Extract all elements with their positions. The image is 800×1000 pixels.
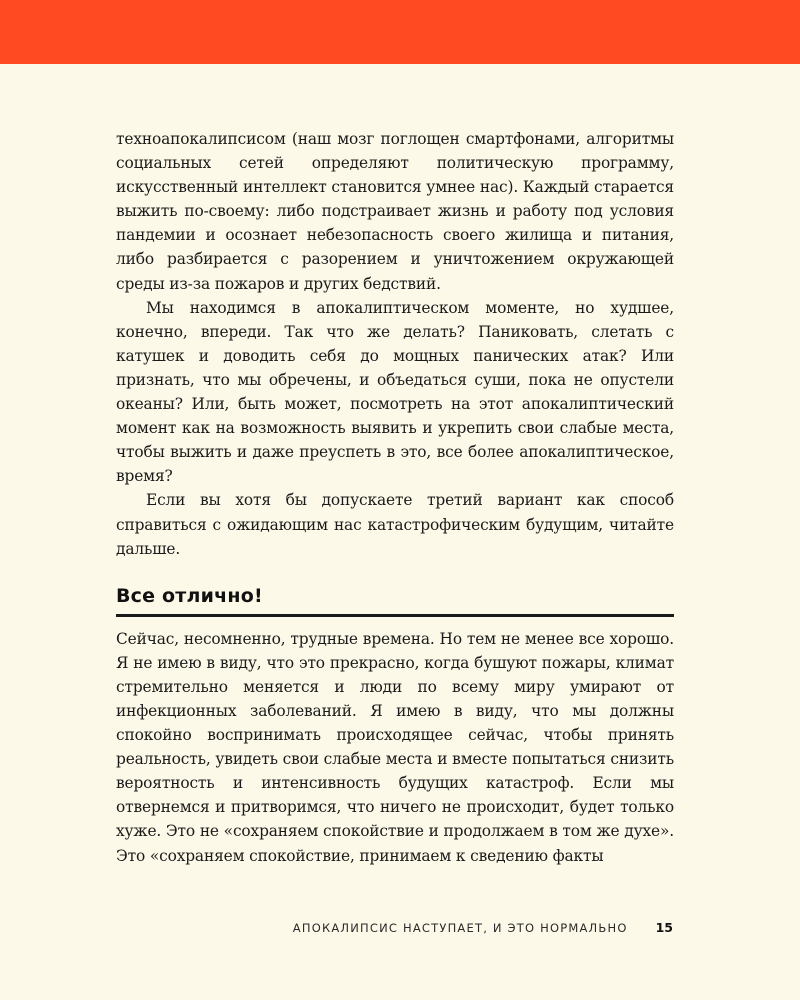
page-number: 15	[655, 920, 673, 935]
running-title: АПОКАЛИПСИС НАСТУПАЕТ, И ЭТО НОРМАЛЬНО	[292, 921, 628, 935]
section-heading: Все отлично!	[116, 584, 263, 607]
body-paragraph-3: Если вы хотя бы допускаете третий вариант как способ справиться с ожидающим нас катастрофическим будущим, читайте дальше.	[116, 491, 674, 558]
section-paragraph-1: Сейчас, несомненно, трудные времена. Но тем не менее все хорошо. Я не имею в виду, что это прекрасно, когда бушуют пожары, климат стремительно меняется и люди по всему миру умирают от инфекционных заболеваний. Я имею в виду, что мы должны спокойно воспринимать происходящее сейчас, чтобы принять реальность, увидеть свои слабые места и вместе попытаться снизить вероятность и интенсивность будущих катастроф. Если мы отвернемся и притворимся, что ничего не происходит, будет только хуже. Это не «сохраняем спокойствие и продолжаем в том же духе». Это «сохраняем спокойствие, принимаем к сведению факты	[116, 629, 674, 865]
page-body	[116, 127, 674, 868]
body-paragraph-1: техноапокалипсисом (наш мозг поглощен смартфонами, алгоритмы социальных сетей определяют политическую программу, искусственный интеллект становится умнее нас). Каждый старается выжить по-своему: либо подстраивает жизнь и работу под условия пандемии и осознает небезопасность своего жилища и питания, либо разбирается с разорением и уничтожением окружающей среды из-за пожаров и других бедствий.	[116, 130, 674, 293]
page-footer	[293, 920, 673, 935]
body-paragraph-2: Мы находимся в апокалиптическом моменте, но худшее, конечно, впереди. Так что же делать? Паниковать, слетать с катушек и доводить себя до мощных панических атак? Или признать, что мы обречены, и объедаться суши, пока не опустели океаны? Или, быть может, посмотреть на этот апокалиптический момент как на возможность выявить и укрепить свои слабые места, чтобы выжить и даже преуспеть в это, все более апокалиптическое, время?	[116, 298, 674, 486]
top-accent-band	[0, 0, 800, 64]
section-heading-rule	[116, 614, 674, 617]
